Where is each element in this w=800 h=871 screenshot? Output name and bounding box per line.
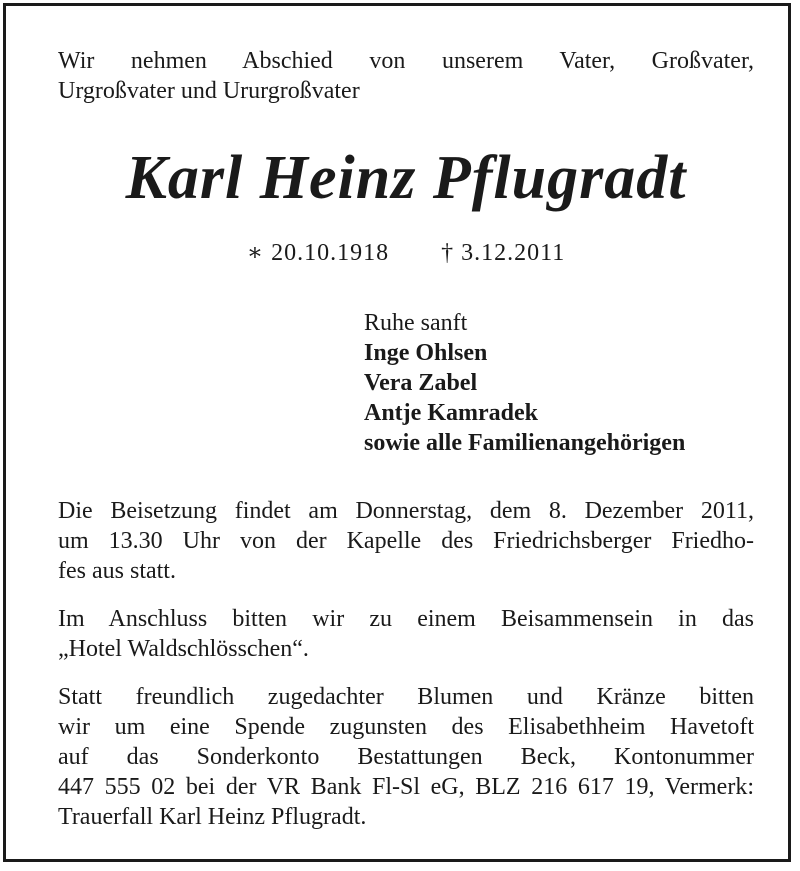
donation-line-3: auf das Sonderkonto Bestattungen Beck, Kontonummer xyxy=(58,744,754,770)
donation-line-4: 447 555 02 bei der VR Bank Fl-Sl eG, BLZ 216 617 19, Vermerk: xyxy=(58,774,754,800)
intro-line-1: Wir nehmen Abschied von unserem Vater, Großvater, xyxy=(58,48,754,74)
mourner-name: sowie alle Familienangehörigen xyxy=(364,430,686,456)
intro-line-2: Urgroßvater und Ururgroßvater xyxy=(58,78,360,104)
mourners-greeting: Ruhe sanft xyxy=(364,310,468,336)
gathering-line-2: „Hotel Waldschlösschen“. xyxy=(58,636,309,662)
donation-paragraph xyxy=(58,682,754,832)
funeral-line-2: um 13.30 Uhr von der Kapelle des Friedrichsberger Friedho- xyxy=(58,528,754,554)
deceased-name: Karl Heinz Pflugradt xyxy=(125,144,687,212)
donation-line-2: wir um eine Spende zugunsten des Elisabethheim Havetoft xyxy=(58,714,754,740)
donation-line-5: Trauerfall Karl Heinz Pflugradt. xyxy=(58,804,367,830)
death-date: † 3.12.2011 xyxy=(441,240,566,266)
obituary-frame xyxy=(3,3,791,862)
funeral-paragraph xyxy=(58,496,754,586)
mourner-name: Antje Kamradek xyxy=(364,400,538,426)
gathering-paragraph xyxy=(58,604,754,664)
life-dates xyxy=(58,238,754,268)
gathering-line-1: Im Anschluss bitten wir zu einem Beisammensein in das xyxy=(58,606,754,632)
mourner-name: Vera Zabel xyxy=(364,370,478,396)
donation-line-1: Statt freundlich zugedachter Blumen und Kränze bitten xyxy=(58,684,754,710)
funeral-line-3: fes aus statt. xyxy=(58,558,176,584)
mourners-block xyxy=(364,308,754,458)
intro-text xyxy=(58,46,754,106)
birth-date: ∗ 20.10.1918 xyxy=(246,240,390,266)
obituary-content xyxy=(58,46,754,832)
funeral-line-1: Die Beisetzung findet am Donnerstag, dem 8. Dezember 2011, xyxy=(58,498,754,524)
mourner-name: Inge Ohlsen xyxy=(364,340,488,366)
